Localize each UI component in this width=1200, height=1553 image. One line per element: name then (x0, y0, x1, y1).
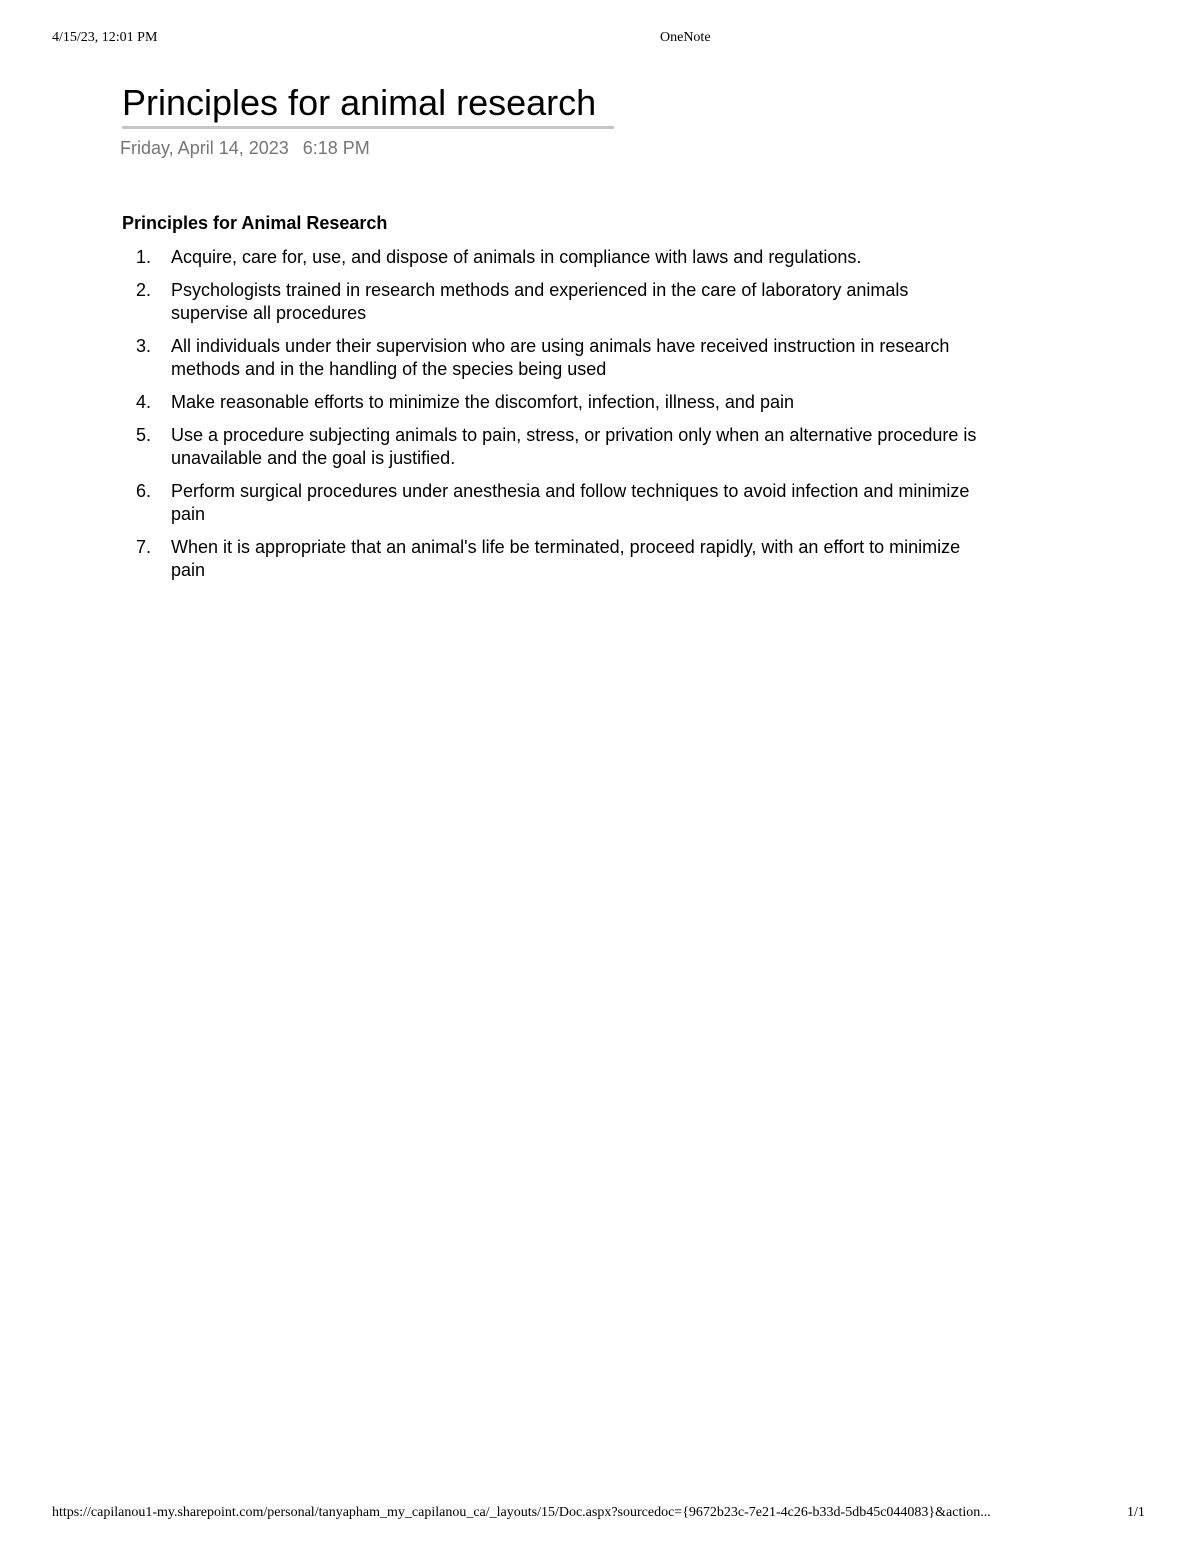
list-item-number: 2. (136, 280, 152, 300)
list-item-text: Acquire, care for, use, and dispose of animals in compliance with laws and regulations. (171, 247, 862, 267)
list-item-text: Use a procedure subjecting animals to pain, stress, or privation only when an alternative procedure is unavailable and the goal is justified. (171, 425, 977, 468)
list-item (122, 480, 982, 526)
page-title[interactable]: Principles for animal research (122, 82, 597, 123)
list-item-number: 4. (136, 392, 152, 412)
list-item (122, 279, 982, 325)
print-header-app-name: OneNote (660, 30, 711, 45)
list-item (122, 391, 982, 414)
list-item-text: Make reasonable efforts to minimize the discomfort, infection, illness, and pain (171, 392, 794, 412)
list-item-number: 1. (136, 247, 152, 267)
list-item (122, 424, 982, 470)
list-item-number: 3. (136, 336, 152, 356)
list-item-text: All individuals under their supervision who are using animals have received instruction in research methods and in the handling of the species being used (171, 336, 950, 379)
list-item-text: When it is appropriate that an animal's life be terminated, proceed rapidly, with an effort to minimize pain (171, 537, 961, 580)
print-footer-url: https://capilanou1-my.sharepoint.com/personal/tanyapham_my_capilanou_ca/_layouts/15/Doc.aspx?sourcedoc={9672b23c-7e21-4c26-b33d-5db45c044083}&action... (52, 1505, 991, 1520)
page-datetime (120, 138, 370, 159)
list-item-number: 7. (136, 537, 152, 557)
list-item-number: 5. (136, 425, 152, 445)
section-heading: Principles for Animal Research (122, 213, 388, 233)
page-title-container[interactable] (122, 82, 614, 129)
list-item (122, 536, 982, 582)
principles-list (122, 246, 982, 592)
page-date: Friday, April 14, 2023 (120, 138, 289, 158)
list-item (122, 335, 982, 381)
print-header-datetime: 4/15/23, 12:01 PM (52, 30, 158, 45)
list-item-number: 6. (136, 481, 152, 501)
list-item-text: Psychologists trained in research methods and experienced in the care of laboratory animals supervise all procedures (171, 280, 909, 323)
print-footer-page-count: 1/1 (1127, 1505, 1145, 1520)
page-time: 6:18 PM (302, 138, 370, 158)
list-item-text: Perform surgical procedures under anesthesia and follow techniques to avoid infection and minimize pain (171, 481, 970, 524)
list-item (122, 246, 982, 269)
